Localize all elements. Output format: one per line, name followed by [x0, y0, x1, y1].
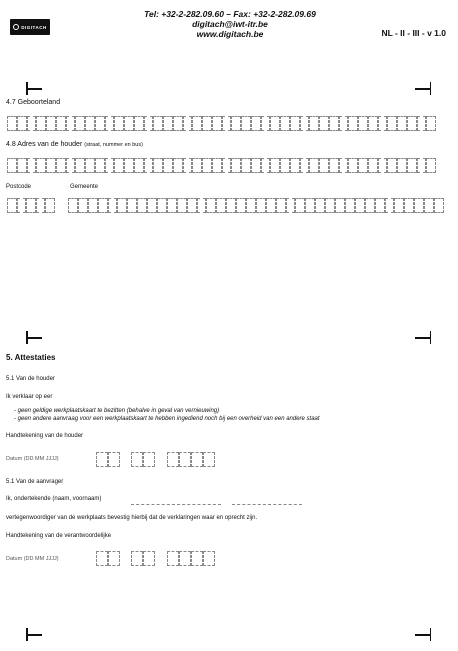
- address-label: 4.8 Adres van de houder (straat, nummer en bus): [6, 141, 143, 148]
- address-boxes[interactable]: [7, 158, 436, 173]
- char-box[interactable]: [339, 158, 349, 173]
- char-box[interactable]: [309, 158, 319, 173]
- char-box[interactable]: [348, 158, 358, 173]
- header-phone-fax: Tel: +32-2-282.09.60 – Fax: +32-2-282.09.69: [144, 9, 316, 19]
- list-item: - geen andere aanvraag voor een werkplaatskaart te hebben ingediend noch bij een overheid van een andere staat: [14, 416, 320, 422]
- logo-mark-icon: [13, 24, 19, 30]
- char-box[interactable]: [134, 158, 144, 173]
- char-box[interactable]: [212, 158, 222, 173]
- char-box[interactable]: [143, 452, 155, 467]
- char-box[interactable]: [222, 116, 232, 131]
- applicant-date-month-boxes[interactable]: [131, 551, 155, 566]
- char-box[interactable]: [134, 116, 144, 131]
- char-box[interactable]: [197, 198, 207, 213]
- list-item: - geen geldige werkplaatskaart te bezitten (behalve in geval van vernieuwing): [14, 408, 220, 414]
- attestations-title: 5. Attestaties: [6, 353, 56, 362]
- applicant-date-year-boxes[interactable]: [167, 551, 215, 566]
- char-box[interactable]: [96, 551, 108, 566]
- form-version: NL - II - III - v 1.0: [381, 28, 446, 38]
- char-box[interactable]: [108, 551, 120, 566]
- char-box[interactable]: [309, 116, 319, 131]
- char-box[interactable]: [56, 158, 66, 173]
- char-box[interactable]: [131, 452, 143, 467]
- char-box[interactable]: [203, 452, 215, 467]
- applicant-section-title: 5.1 Van de aanvrager: [6, 479, 64, 485]
- holder-date-year-boxes[interactable]: [167, 452, 215, 467]
- char-box[interactable]: [368, 116, 378, 131]
- applicant-date-day-boxes[interactable]: [96, 551, 120, 566]
- char-box[interactable]: [108, 198, 118, 213]
- char-box[interactable]: [407, 116, 417, 131]
- char-box[interactable]: [345, 198, 355, 213]
- char-box[interactable]: [256, 198, 266, 213]
- char-box[interactable]: [216, 198, 226, 213]
- gemeente-label: Gemeente: [70, 184, 99, 190]
- char-box[interactable]: [270, 158, 280, 173]
- char-box[interactable]: [286, 198, 296, 213]
- char-box[interactable]: [163, 116, 173, 131]
- char-box[interactable]: [46, 158, 56, 173]
- char-box[interactable]: [270, 116, 280, 131]
- char-box[interactable]: [17, 158, 27, 173]
- char-box[interactable]: [26, 198, 36, 213]
- registration-mark-icon: [26, 82, 42, 95]
- holder-date-month-boxes[interactable]: [131, 452, 155, 467]
- birth-country-label: 4.7 Geboorteland: [6, 99, 61, 106]
- char-box[interactable]: [7, 158, 17, 173]
- char-box[interactable]: [95, 116, 105, 131]
- char-box[interactable]: [251, 158, 261, 173]
- char-box[interactable]: [183, 158, 193, 173]
- digitach-logo: [10, 19, 50, 35]
- char-box[interactable]: [36, 158, 46, 173]
- char-box[interactable]: [365, 198, 375, 213]
- char-box[interactable]: [295, 198, 305, 213]
- header-email: digitach@iwt-itr.be: [192, 19, 268, 29]
- char-box[interactable]: [88, 198, 98, 213]
- char-box[interactable]: [280, 116, 290, 131]
- holder-date-day-boxes[interactable]: [96, 452, 120, 467]
- char-box[interactable]: [261, 116, 271, 131]
- char-box[interactable]: [414, 198, 424, 213]
- char-box[interactable]: [75, 116, 85, 131]
- char-box[interactable]: [187, 198, 197, 213]
- char-box[interactable]: [226, 198, 236, 213]
- char-box[interactable]: [108, 452, 120, 467]
- char-box[interactable]: [124, 116, 134, 131]
- birth-country-boxes[interactable]: [7, 116, 436, 131]
- char-box[interactable]: [231, 116, 241, 131]
- char-box[interactable]: [397, 158, 407, 173]
- char-box[interactable]: [426, 158, 436, 173]
- responsible-signature-label: Handtekening van de verantwoordelijke: [6, 533, 112, 539]
- char-box[interactable]: [290, 158, 300, 173]
- char-box[interactable]: [179, 551, 191, 566]
- postcode-label: Postcode: [6, 184, 32, 190]
- char-box[interactable]: [27, 158, 37, 173]
- char-box[interactable]: [7, 198, 17, 213]
- header-website: www.digitach.be: [196, 29, 264, 39]
- char-box[interactable]: [191, 452, 203, 467]
- undersigned-label: Ik, ondertekende (naam, voornaam): [6, 496, 102, 502]
- char-box[interactable]: [131, 551, 143, 566]
- char-box[interactable]: [355, 198, 365, 213]
- char-box[interactable]: [251, 116, 261, 131]
- declare-text: Ik verklaar op eer: [6, 394, 53, 400]
- char-box[interactable]: [36, 198, 46, 213]
- char-box[interactable]: [348, 116, 358, 131]
- char-box[interactable]: [434, 198, 444, 213]
- char-box[interactable]: [124, 158, 134, 173]
- char-box[interactable]: [266, 198, 276, 213]
- char-box[interactable]: [177, 198, 187, 213]
- char-box[interactable]: [212, 116, 222, 131]
- char-box[interactable]: [407, 158, 417, 173]
- char-box[interactable]: [426, 116, 436, 131]
- char-box[interactable]: [202, 116, 212, 131]
- char-box[interactable]: [27, 116, 37, 131]
- char-box[interactable]: [358, 116, 368, 131]
- char-box[interactable]: [163, 158, 173, 173]
- char-box[interactable]: [98, 198, 108, 213]
- registration-mark-icon: [26, 331, 42, 344]
- char-box[interactable]: [276, 198, 286, 213]
- char-box[interactable]: [127, 198, 137, 213]
- date-label-applicant: Datum (DD MM JJJJ): [6, 556, 59, 562]
- char-box[interactable]: [417, 116, 427, 131]
- char-box[interactable]: [394, 198, 404, 213]
- holder-section-title: 5.1 Van de houder: [6, 376, 55, 382]
- date-label-holder: Datum (DD MM JJJJ): [6, 456, 59, 462]
- holder-signature-label: Handtekening van de houder: [6, 433, 84, 439]
- char-box[interactable]: [387, 158, 397, 173]
- char-box[interactable]: [300, 158, 310, 173]
- char-box[interactable]: [117, 198, 127, 213]
- char-box[interactable]: [157, 198, 167, 213]
- char-box[interactable]: [7, 116, 17, 131]
- char-box[interactable]: [17, 198, 27, 213]
- char-box[interactable]: [280, 158, 290, 173]
- char-box[interactable]: [56, 116, 66, 131]
- char-box[interactable]: [378, 158, 388, 173]
- char-box[interactable]: [75, 158, 85, 173]
- char-box[interactable]: [173, 158, 183, 173]
- char-box[interactable]: [246, 198, 256, 213]
- char-box[interactable]: [222, 158, 232, 173]
- char-box[interactable]: [385, 198, 395, 213]
- char-box[interactable]: [167, 551, 179, 566]
- char-box[interactable]: [329, 158, 339, 173]
- char-box[interactable]: [105, 116, 115, 131]
- logo-text: DIGITACH: [21, 24, 47, 30]
- gemeente-boxes[interactable]: [68, 198, 444, 213]
- char-box[interactable]: [305, 198, 315, 213]
- char-box[interactable]: [378, 116, 388, 131]
- char-box[interactable]: [66, 116, 76, 131]
- registration-mark-icon: [415, 331, 431, 344]
- char-box[interactable]: [241, 158, 251, 173]
- registration-mark-icon: [26, 628, 42, 641]
- char-box[interactable]: [358, 158, 368, 173]
- char-box[interactable]: [192, 158, 202, 173]
- char-box[interactable]: [231, 158, 241, 173]
- char-box[interactable]: [95, 158, 105, 173]
- char-box[interactable]: [78, 198, 88, 213]
- representative-text: vertegenwoordiger van de werkplaats bevestig hierbij dat de verklaringen waar en oprecht zijn.: [6, 515, 258, 521]
- char-box[interactable]: [143, 551, 155, 566]
- char-box[interactable]: [137, 198, 147, 213]
- char-box[interactable]: [153, 158, 163, 173]
- declaration-list: [14, 407, 434, 423]
- char-box[interactable]: [96, 452, 108, 467]
- char-box[interactable]: [319, 158, 329, 173]
- registration-mark-icon: [415, 82, 431, 95]
- registration-mark-icon: [415, 628, 431, 641]
- char-box[interactable]: [85, 158, 95, 173]
- char-box[interactable]: [114, 116, 124, 131]
- char-box[interactable]: [236, 198, 246, 213]
- char-box[interactable]: [191, 551, 203, 566]
- char-box[interactable]: [153, 116, 163, 131]
- char-box[interactable]: [192, 116, 202, 131]
- char-box[interactable]: [315, 198, 325, 213]
- char-box[interactable]: [319, 116, 329, 131]
- char-box[interactable]: [17, 116, 27, 131]
- char-box[interactable]: [206, 198, 216, 213]
- char-box[interactable]: [68, 198, 78, 213]
- char-box[interactable]: [325, 198, 335, 213]
- char-box[interactable]: [290, 116, 300, 131]
- char-box[interactable]: [105, 158, 115, 173]
- char-box[interactable]: [300, 116, 310, 131]
- char-box[interactable]: [167, 198, 177, 213]
- char-box[interactable]: [147, 198, 157, 213]
- char-box[interactable]: [144, 158, 154, 173]
- char-box[interactable]: [114, 158, 124, 173]
- char-box[interactable]: [375, 198, 385, 213]
- char-box[interactable]: [179, 452, 191, 467]
- char-box[interactable]: [36, 116, 46, 131]
- char-box[interactable]: [335, 198, 345, 213]
- postcode-boxes[interactable]: [7, 198, 55, 213]
- char-box[interactable]: [173, 116, 183, 131]
- firstname-field[interactable]: [232, 504, 302, 505]
- char-box[interactable]: [404, 198, 414, 213]
- char-box[interactable]: [417, 158, 427, 173]
- char-box[interactable]: [203, 551, 215, 566]
- char-box[interactable]: [329, 116, 339, 131]
- char-box[interactable]: [424, 198, 434, 213]
- char-box[interactable]: [85, 116, 95, 131]
- char-box[interactable]: [202, 158, 212, 173]
- char-box[interactable]: [368, 158, 378, 173]
- char-box[interactable]: [45, 198, 55, 213]
- char-box[interactable]: [183, 116, 193, 131]
- char-box[interactable]: [144, 116, 154, 131]
- char-box[interactable]: [46, 116, 56, 131]
- char-box[interactable]: [387, 116, 397, 131]
- char-box[interactable]: [66, 158, 76, 173]
- name-field[interactable]: [131, 504, 221, 505]
- char-box[interactable]: [167, 452, 179, 467]
- char-box[interactable]: [241, 116, 251, 131]
- char-box[interactable]: [339, 116, 349, 131]
- char-box[interactable]: [261, 158, 271, 173]
- char-box[interactable]: [397, 116, 407, 131]
